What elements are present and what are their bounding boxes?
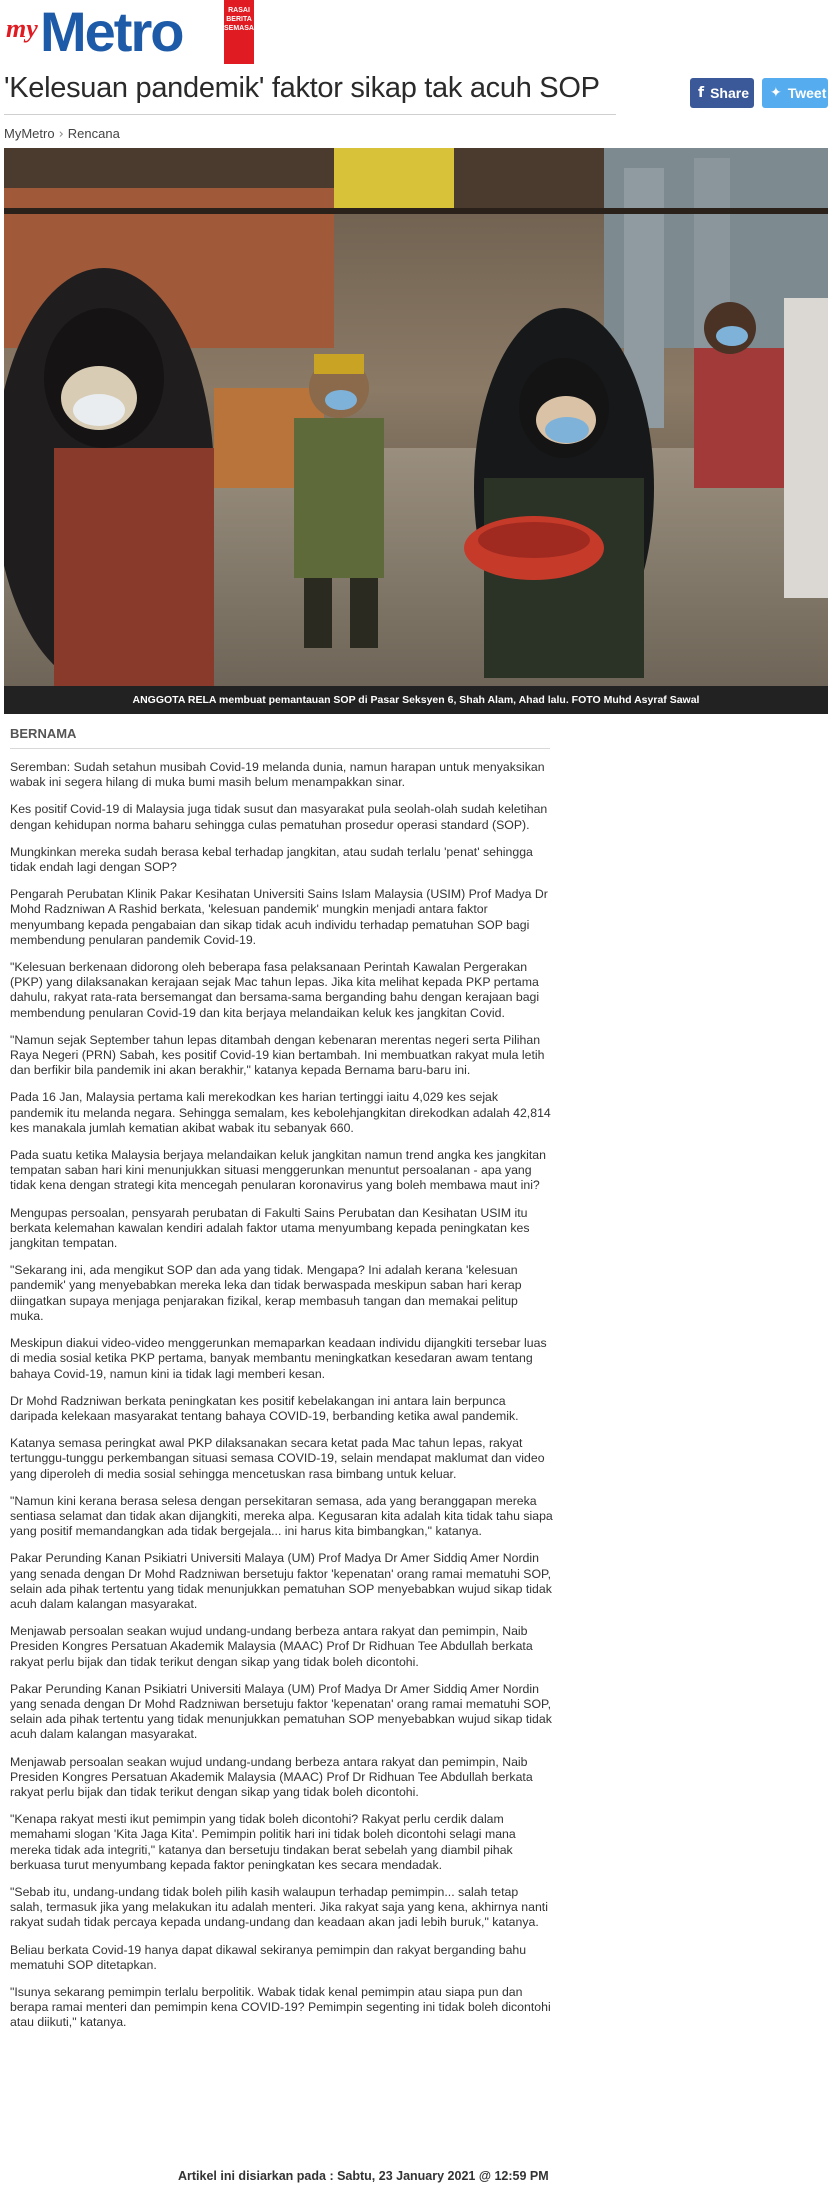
article-source: BERNAMA xyxy=(10,726,77,741)
article-paragraph: Beliau berkata Covid-19 hanya dapat dikawal sekiranya pemimpin dan rakyat berganding bahu mematuhi SOP ditetapkan. xyxy=(10,1942,527,1972)
article-paragraph: Meskipun diakui video-video menggerunkan memaparkan keadaan individu dijangkiti tersebar luas di media sosial ketika PKP pertama, banyak membantu meningkatkan kesedaran awam tentang bahaya Covid-19, namun kini ia tidak lagi memberi kesan. xyxy=(10,1336,547,1381)
page-title: 'Kelesuan pandemik' faktor sikap tak acuh SOP xyxy=(4,72,600,104)
article-paragraph: "Kelesuan berkenaan didorong oleh beberapa fasa pelaksanaan Perintah Kawalan Pergerakan (PKP) yang dilaksanakan kerajaan sejak Mac tahun lepas. Jika kita melihat kepada PKP pertama dahulu, rakyat rata-rata bersemangat dan bersama-sama berganding bahu dengan kerajaan bagi membendung penularan Covid-19 dan kita berjaya melandaikan keluk kes jangkitan Covid. xyxy=(10,960,540,1020)
market-scene-image xyxy=(4,148,828,686)
tweet-label: Tweet xyxy=(787,85,827,101)
breadcrumb-home-link[interactable]: MyMetro xyxy=(4,126,55,141)
article-paragraph: Katanya semasa peringkat awal PKP dilaksanakan secara ketat pada Mac tahun lepas, rakyat tertunggu-tunggu perkembangan situasi semasa COVID-19, selain mendapat maklumat dan video yang diperoleh di media sosial sehingga mencetuskan rasa bimbang untuk keluar. xyxy=(10,1436,545,1481)
photo-caption: ANGGOTA RELA membuat pemantauan SOP di Pasar Seksyen 6, Shah Alam, Ahad lalu. FOTO Muhd Asyraf Sawal xyxy=(4,686,828,714)
source-divider xyxy=(10,748,550,749)
article-paragraph: "Sekarang ini, ada mengikut SOP dan ada yang tidak. Mengapa? Ini adalah kerana 'kelesuan pandemik' yang menyebabkan mereka leka dan tidak berwaspada meskipun saban hari kerap diingatkan supaya menjaga penjarakan fizikal, kerap membasuh tangan dan memakai pelitup muka. xyxy=(10,1263,522,1323)
article-paragraph: Pada suatu ketika Malaysia berjaya melandaikan keluk jangkitan namun trend angka kes jangkitan tempatan saban hari kini menunjukkan situasi menggerunkan menuntut persoalanan - apa yang tidak kena dengan strategi kita mencegah penularan koronavirus yang boleh membawa maut ini? xyxy=(10,1148,546,1193)
site-header xyxy=(0,0,832,74)
article-paragraph: Pengarah Perubatan Klinik Pakar Kesihatan Universiti Sains Islam Malaysia (USIM) Prof Madya Dr Mohd Radzniwan A Rashid berkata, 'kelesuan pandemik' mungkin menjadi antara faktor menyumbang kepada pengabaian dan sikap tidak acuh individu terhadap pematuhan SOP bagi membendung penularan pandemik Covid-19. xyxy=(10,887,548,947)
article-paragraph: "Namun sejak September tahun lepas ditambah dengan kebenaran merentas negeri serta Pilihan Raya Negeri (PRN) Sabah, kes positif Covid-19 kian bertambah. Ini membuatkan rakyat mula letih dan berfikir bila pandemik ini akan berakhir," katanya kepada Bernama baru-baru ini. xyxy=(10,1032,545,1078)
article-paragraph: Menjawab persoalan seakan wujud undang-undang berbeza antara rakyat dan pemimpin, Naib Presiden Kongres Persatuan Akademik Malaysia (MAAC) Prof Dr Ridhuan Tee Abdullah berkata rakyat perlu bijak dan tidak terikut dengan sikap yang tidak boleh dicontohi. xyxy=(10,1624,533,1669)
article-paragraph: Dr Mohd Radzniwan berkata peningkatan kes positif kebelakangan ini antara lain berpunca daripada kelekaan masyarakat tentang bahaya COVID-19, berbanding ketika awal pandemik. xyxy=(10,1393,519,1423)
facebook-icon: f xyxy=(698,85,705,101)
title-row xyxy=(0,68,832,114)
twitter-icon: ✦ xyxy=(770,85,782,101)
breadcrumb-section-link[interactable]: Rencana xyxy=(67,126,120,141)
article-paragraph: Mengupas persoalan, pensyarah perubatan di Fakulti Sains Perubatan dan Kesihatan USIM itu berkata kelemahan kawalan kendiri adalah faktor utama menyumbang kepada peningkatan kes jangkitan tempatan. xyxy=(10,1205,530,1251)
logo-tagline: RASAI BERITA SEMASA xyxy=(224,0,254,64)
logo-my-text: my xyxy=(6,14,38,43)
title-divider xyxy=(4,114,616,115)
tweet-button[interactable] xyxy=(762,78,828,108)
article-paragraph: "Kenapa rakyat mesti ikut pemimpin yang tidak boleh dicontohi? Rakyat perlu cerdik dalam memahami slogan 'Kita Jaga Kita'. Pemimpin politik hari ini tidak boleh dicontohi selagi mana mereka tidak ada integriti," katanya dan bersetuju tindakan berat sebelah yang diambil pihak berkuasa turut menyumbang kepada faktor peningkatan kes secara mendadak. xyxy=(10,1812,516,1872)
share-label: Share xyxy=(710,85,750,101)
article-paragraph: Pada 16 Jan, Malaysia pertama kali merekodkan kes harian tertinggi iaitu 4,029 kes sejak pandemik itu melanda negara. Sehingga semalam, kes kebolehjangkitan direkodkan adalah 42,814 kes manakala jumlah kematian akibat wabak itu sebanyak 660. xyxy=(10,1090,551,1135)
mymetro-logo[interactable] xyxy=(4,0,254,70)
chevron-right-icon: › xyxy=(58,127,64,142)
article-paragraph: "Isunya sekarang pemimpin terlalu berpolitik. Wabak tidak kenal pemimpin atau siapa pun dan berapa ramai menteri dan pemimpin kena COVID-19? Pemimpin segenting ini tidak boleh dicontohi atau diikuti," katanya. xyxy=(10,1985,551,2030)
article-paragraph: Pakar Perunding Kanan Psikiatri Universiti Malaya (UM) Prof Madya Dr Amer Siddiq Amer Nordin yang senada dengan Dr Mohd Radzniwan bersetuju faktor 'kepenatan' orang ramai mematuhi SOP, selain ada pihak tertentu yang tidak menunjukkan pematuhan SOP menyebabkan wujud sikap tidak acuh dalam kalangan masyarakat. xyxy=(10,1551,552,1611)
article-paragraph: Menjawab persoalan seakan wujud undang-undang berbeza antara rakyat dan pemimpin, Naib Presiden Kongres Persatuan Akademik Malaysia (MAAC) Prof Dr Ridhuan Tee Abdullah berkata rakyat perlu bijak dan tidak terikut dengan sikap yang tidak boleh dicontohi. xyxy=(10,1754,533,1799)
article-paragraph: "Namun kini kerana berasa selesa dengan persekitaran semasa, ada yang beranggapan mereka sentiasa selamat dan tidak akan dijangkiti, mereka alpa. Kegusaran kita adalah kita tidak tahu siapa yang positif memandangkan ada tidak bergejala... ini harus kita bimbangkan," katanya. xyxy=(10,1493,553,1539)
article-paragraph: Pakar Perunding Kanan Psikiatri Universiti Malaya (UM) Prof Madya Dr Amer Siddiq Amer Nordin yang senada dengan Dr Mohd Radzniwan bersetuju faktor 'kepenatan' orang ramai mematuhi SOP, selain ada pihak tertentu yang tidak menunjukkan pematuhan SOP menyebabkan wujud sikap tidak acuh dalam kalangan masyarakat. xyxy=(10,1681,552,1742)
article-paragraph: Kes positif Covid-19 di Malaysia juga tidak susut dan masyarakat pula seolah-olah sudah keletihan dengan kehidupan norma baharu sehingga culas pematuhan prosedur operasi standard (SOP). xyxy=(10,802,548,832)
logo-metro-text: Metro xyxy=(40,0,183,63)
article-paragraph: Mungkinkan mereka sudah berasa kebal terhadap jangkitan, atau sudah terlalu 'penat' sehingga tidak endah lagi dengan SOP? xyxy=(10,844,533,875)
article-body xyxy=(10,760,554,2043)
published-date: Artikel ini disiarkan pada : Sabtu, 23 January 2021 @ 12:59 PM xyxy=(178,2169,549,2183)
article-photo xyxy=(4,148,828,714)
facebook-share-button[interactable] xyxy=(690,78,754,108)
article-paragraph: "Sebab itu, undang-undang tidak boleh pilih kasih walaupun terhadap pemimpin... salah tetap salah, termasuk jika yang melakukan itu adalah menteri. Jika rakyat saja yang kena, akhirnya nanti rakyat sudah tidak percaya kepada undang-undang dan keadaan akan jadi lebih buruk," katanya. xyxy=(10,1884,548,1930)
breadcrumb xyxy=(4,126,120,142)
article-paragraph: Seremban: Sudah setahun musibah Covid-19 melanda dunia, namun harapan untuk menyaksikan wabak ini segera hilang di muka bumi masih belum menampakkan sinar. xyxy=(10,760,545,790)
